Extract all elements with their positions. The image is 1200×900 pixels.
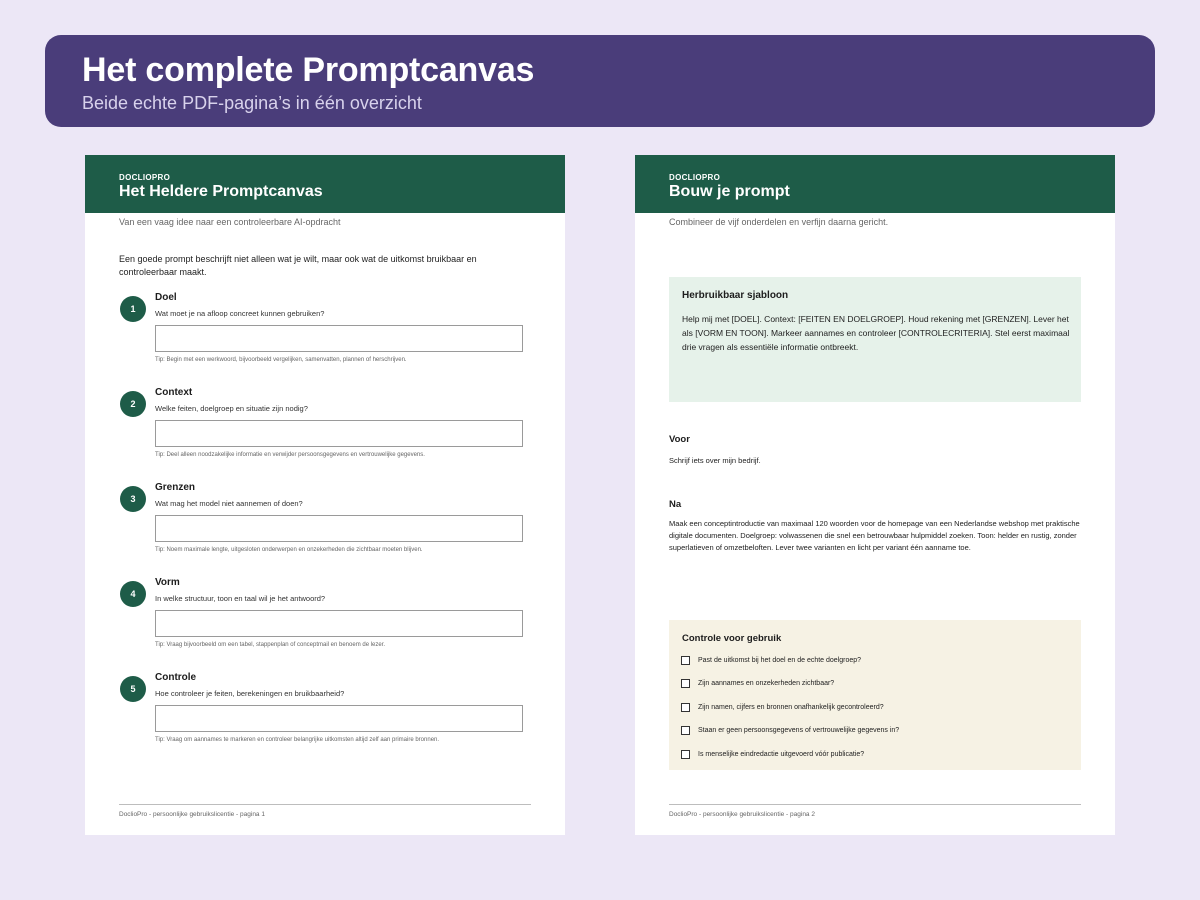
- checklist-item[interactable]: [681, 703, 1071, 715]
- checklist-title: Controle voor gebruik: [682, 633, 782, 644]
- brand-label: DOCLIOPRO: [669, 173, 721, 182]
- step-question: In welke structuur, toon en taal wil je het antwoord?: [155, 594, 326, 603]
- page-subtitle: Combineer de vijf onderdelen en verfijn daarna gericht.: [669, 217, 889, 227]
- grenzen-input-field[interactable]: [155, 515, 523, 542]
- checklist-item[interactable]: [681, 679, 1071, 691]
- checklist-item-label: Is menselijke eindredactie uitgevoerd vóór publicatie?: [698, 751, 865, 758]
- step-tip: Tip: Vraag bijvoorbeeld om een tabel, stappenplan of conceptmail en benoem de lezer.: [155, 642, 386, 648]
- step-title: Doel: [155, 292, 177, 303]
- step-question: Wat moet je na afloop concreet kunnen gebruiken?: [155, 309, 325, 318]
- page-footer: DoclioPro - persoonlijke gebruikslicentie - pagina 2: [669, 811, 815, 818]
- step-question: Hoe controleer je feiten, berekeningen en bruikbaarheid?: [155, 689, 345, 698]
- step-question: Welke feiten, doelgroep en situatie zijn nodig?: [155, 404, 308, 413]
- banner-subtitle: Beide echte PDF-pagina’s in één overzicht: [82, 93, 422, 113]
- checkbox[interactable]: [681, 656, 690, 665]
- checkbox[interactable]: [681, 750, 690, 759]
- step-number-badge: 5: [120, 676, 146, 702]
- step-vorm: [85, 577, 565, 667]
- footer-divider: [669, 804, 1081, 805]
- template-title: Herbruikbaar sjabloon: [682, 290, 789, 301]
- template-text: Help mij met [DOEL]. Context: [FEITEN EN DOELGROEP]. Houd rekening met [GRENZEN]. Lever het als [VORM EN TOON]. Markeer aannames en controleer [CONTROLECRITERIA]. Stel eerst maximaal drie vragen als essentiële informatie ontbreekt.: [682, 314, 1070, 352]
- step-tip: Tip: Deel alleen noodzakelijke informatie en verwijder persoonsgegevens en vertrouwelijke gegevens.: [155, 452, 425, 458]
- checklist-item-label: Past de uitkomst bij het doel en de echte doelgroep?: [698, 657, 862, 664]
- step-tip: Tip: Noem maximale lengte, uitgesloten onderwerpen en onzekerheden die zichtbaar moeten blijven.: [155, 547, 423, 553]
- banner-title: Het complete Promptcanvas: [82, 51, 535, 89]
- step-title: Vorm: [155, 577, 180, 588]
- vorm-input-field[interactable]: [155, 610, 523, 637]
- step-context: [85, 387, 565, 477]
- step-tip: Tip: Begin met een werkwoord, bijvoorbeeld vergelijken, samenvatten, plannen of herschrijven.: [155, 357, 407, 363]
- step-title: Context: [155, 387, 193, 398]
- page-header: [635, 155, 1115, 213]
- pdf-page-2: [635, 155, 1115, 835]
- page-subtitle: Van een vaag idee naar een controleerbare AI-opdracht: [119, 217, 341, 227]
- step-title: Controle: [155, 672, 197, 683]
- step-number-badge: 1: [120, 296, 146, 322]
- step-number-badge: 4: [120, 581, 146, 607]
- checkbox[interactable]: [681, 703, 690, 712]
- template-box: [669, 277, 1081, 402]
- checklist-item[interactable]: [681, 656, 1071, 668]
- before-label: Voor: [669, 434, 690, 445]
- step-controle: [85, 672, 565, 762]
- brand-label: DOCLIOPRO: [119, 173, 171, 182]
- step-number-badge: 2: [120, 391, 146, 417]
- after-label: Na: [669, 499, 682, 510]
- step-tip: Tip: Vraag om aannames te markeren en controleer belangrijke uitkomsten altijd zelf aan primaire bronnen.: [155, 737, 440, 743]
- context-input-field[interactable]: [155, 420, 523, 447]
- page-footer: DoclioPro - persoonlijke gebruikslicentie - pagina 1: [119, 811, 265, 818]
- page-title: Het Heldere Promptcanvas: [119, 183, 323, 200]
- doel-input-field[interactable]: [155, 325, 523, 352]
- overview-banner: [45, 35, 1155, 127]
- checklist-item[interactable]: [681, 726, 1071, 738]
- before-text: Schrijf iets over mijn bedrijf.: [669, 456, 761, 465]
- checklist-item-label: Zijn namen, cijfers en bronnen onafhankelijk gecontroleerd?: [698, 704, 884, 711]
- checklist-box: [669, 620, 1081, 770]
- footer-divider: [119, 804, 531, 805]
- intro-text: Een goede prompt beschrijft niet alleen wat je wilt, maar ook wat de uitkomst bruikbaar en controleerbaar maakt.: [119, 254, 477, 277]
- page-title: Bouw je prompt: [669, 183, 790, 200]
- step-question: Wat mag het model niet aannemen of doen?: [155, 499, 303, 508]
- page-header: [85, 155, 565, 213]
- controle-input-field[interactable]: [155, 705, 523, 732]
- step-doel: [85, 292, 565, 382]
- checklist-item[interactable]: [681, 750, 1071, 762]
- after-text: Maak een conceptintroductie van maximaal 120 woorden voor de homepage van een Nederlandse webshop met praktische digitale documenten. Doelgroep: volwassenen die snel een betrouwbaar hulpmiddel zoeken. Toon: helder en rustig, zonder superlatieven of omzetbeloften. Lever twee varianten en licht per variant één aanname toe.: [669, 519, 1080, 552]
- step-grenzen: [85, 482, 565, 572]
- step-title: Grenzen: [155, 482, 196, 493]
- checkbox[interactable]: [681, 726, 690, 735]
- checklist-item-label: Zijn aannames en onzekerheden zichtbaar?: [698, 680, 835, 687]
- checkbox[interactable]: [681, 679, 690, 688]
- step-number-badge: 3: [120, 486, 146, 512]
- pdf-page-1: [85, 155, 565, 835]
- checklist-item-label: Staan er geen persoonsgegevens of vertrouwelijke gegevens in?: [698, 727, 900, 734]
